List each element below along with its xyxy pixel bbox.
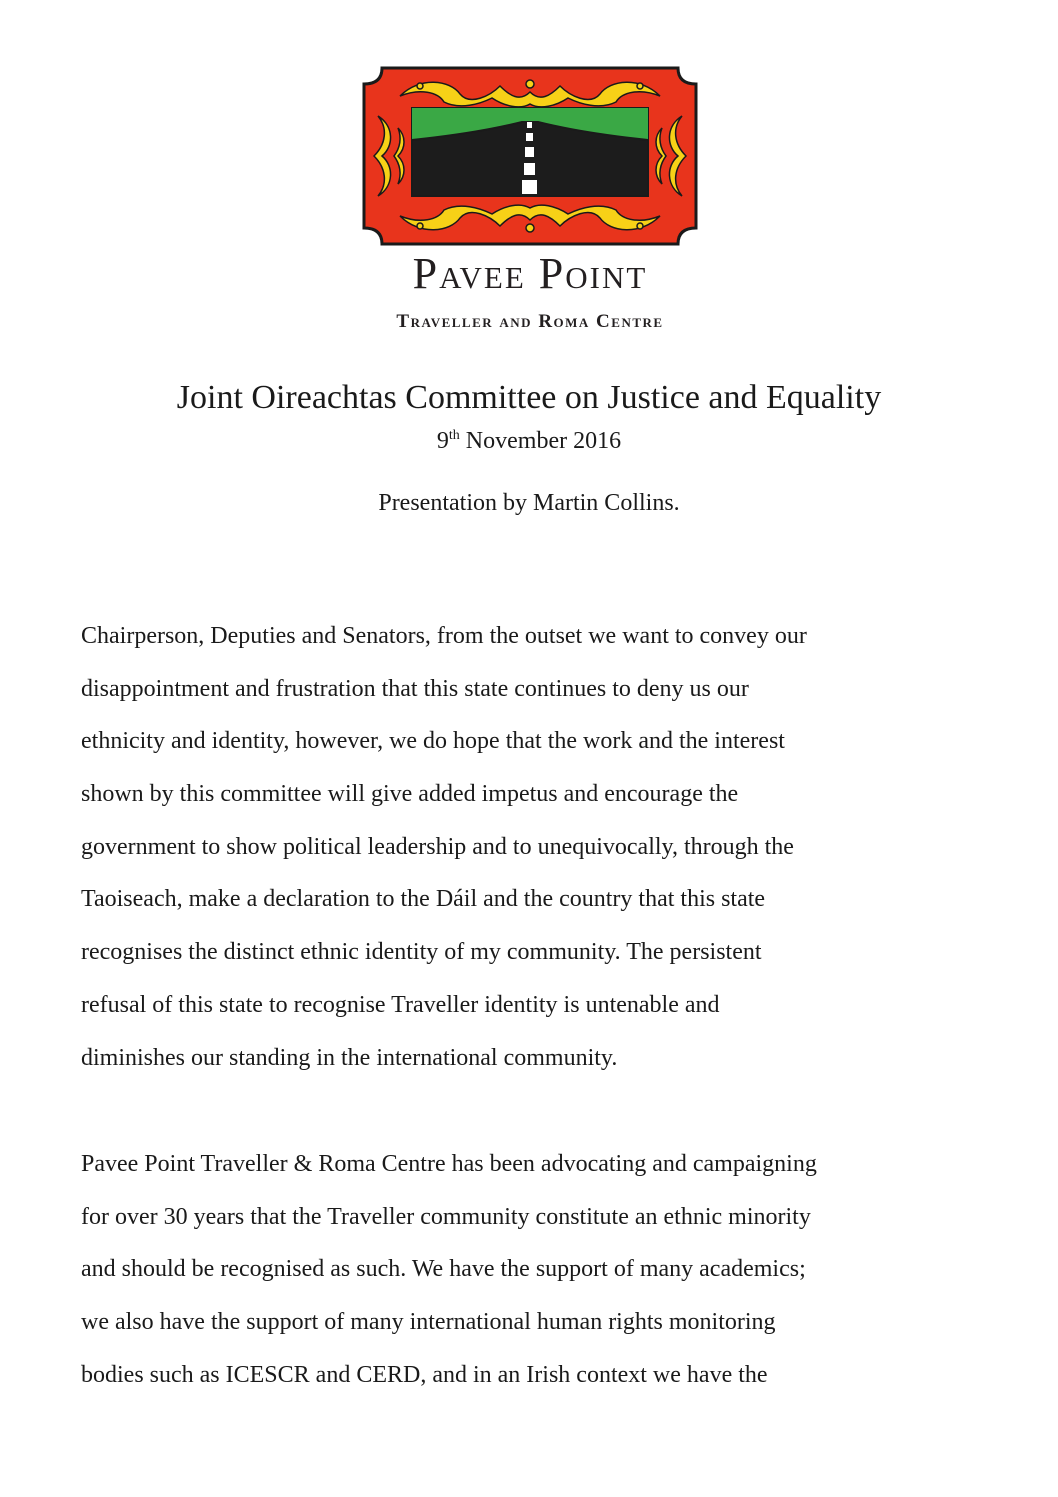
paragraph-line: government to show political leadership and to unequivocally, through the xyxy=(81,834,794,860)
paragraph-line: recognises the distinct ethnic identity of my community. The persistent xyxy=(81,939,762,965)
date-suffix: th xyxy=(448,428,460,443)
date-day: 9 xyxy=(436,428,449,454)
paragraph-line: Pavee Point Traveller & Roma Centre has been advocating and campaigning xyxy=(81,1151,817,1177)
presenter-line: Presentation by Martin Collins. xyxy=(378,490,680,516)
paragraph-line: shown by this committee will give added impetus and encourage the xyxy=(81,781,739,807)
paragraph-line: diminishes our standing in the international community. xyxy=(81,1045,618,1071)
pavee-point-logo xyxy=(360,66,700,246)
paragraph-line: refusal of this state to recognise Traveller identity is untenable and xyxy=(81,992,720,1018)
paragraph-line: we also have the support of many international human rights monitoring xyxy=(81,1309,776,1335)
paragraph-line: Chairperson, Deputies and Senators, from the outset we want to convey our xyxy=(81,623,807,649)
paragraph-line: for over 30 years that the Traveller community constitute an ethnic minority xyxy=(81,1204,811,1230)
paragraph-line: disappointment and frustration that this state continues to deny us our xyxy=(81,676,749,702)
date-rest: November 2016 xyxy=(459,428,622,454)
paragraph-line: ethnicity and identity, however, we do hope that the work and the interest xyxy=(81,728,785,754)
org-name: Pavee Point xyxy=(412,249,648,298)
paragraph-line: bodies such as ICESCR and CERD, and in an Irish context we have the xyxy=(81,1362,768,1388)
paragraph-line: Taoiseach, make a declaration to the Dáil and the country that this state xyxy=(81,886,766,912)
org-subtitle: Traveller and Roma Centre xyxy=(396,311,664,332)
caravan-road-emblem-icon xyxy=(360,66,700,246)
meeting-date xyxy=(0,426,1058,456)
page-title: Joint Oireachtas Committee on Justice and Equality xyxy=(176,379,882,416)
paragraph-line: and should be recognised as such. We have the support of many academics; xyxy=(81,1256,806,1282)
